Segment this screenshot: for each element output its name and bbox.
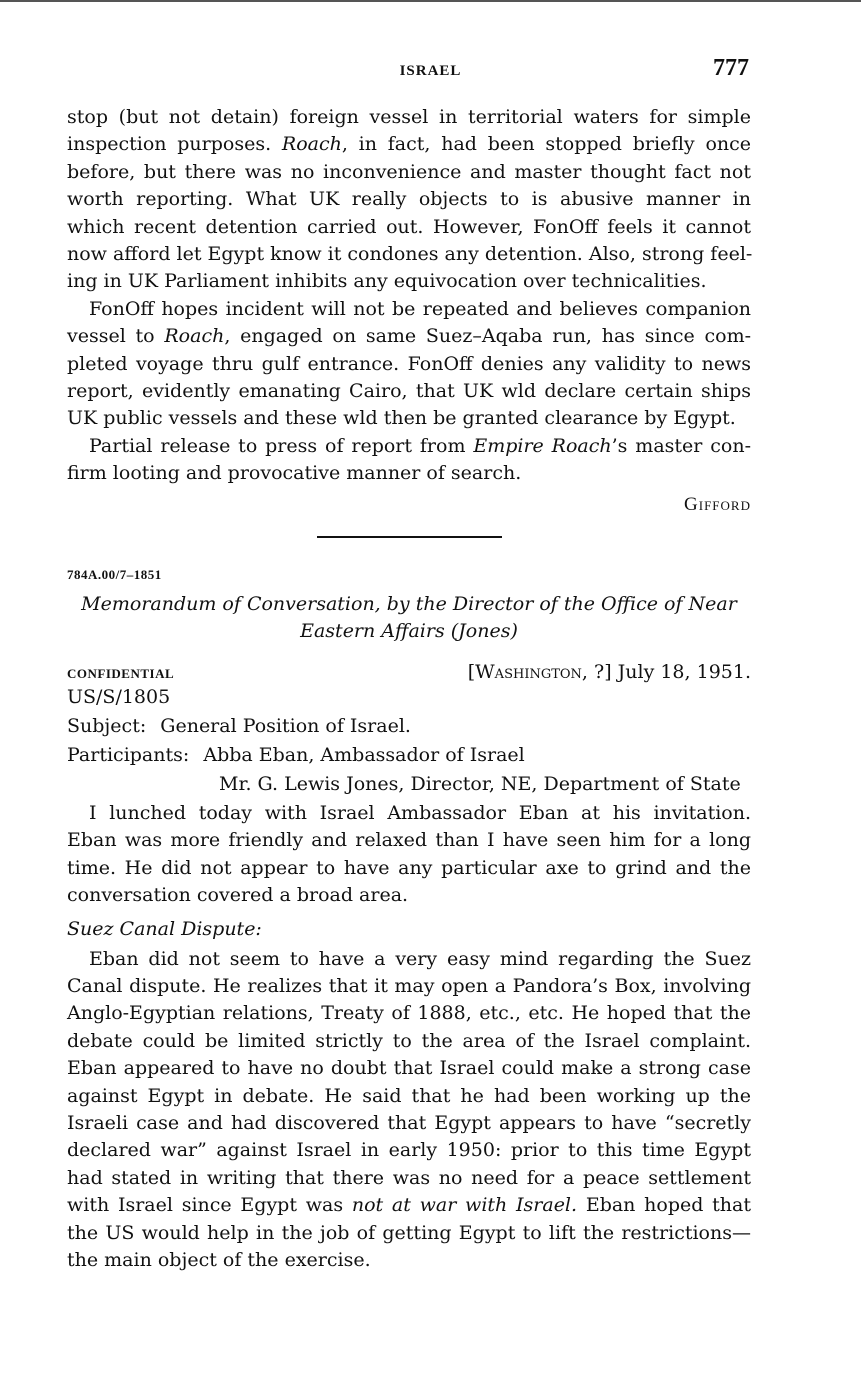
text-line: Canal dispute. He realizes that it may open a Pandora’s Box, involving: [67, 975, 751, 998]
text-line: ing in UK Parliament inhibits any equivocation over technicalities.: [67, 270, 707, 293]
text-line: which recent detention carried out. However, FonOff feels it cannot: [67, 215, 751, 238]
section-divider: [317, 536, 502, 538]
italic-term: Roach: [164, 325, 225, 348]
text-line: now afford let Egypt know it condones any detention. Also, strong feel-: [67, 243, 753, 266]
text-line: FonOff hopes incident will not be repeated and believes companion: [89, 297, 751, 320]
text-line: Anglo-Egyptian relations, Treaty of 1888, etc., etc. He hoped that the: [67, 1002, 751, 1025]
scan-top-edge: [0, 0, 861, 2]
subject-label: Subject:: [67, 715, 147, 737]
text-line: conversation covered a broad area.: [67, 884, 409, 907]
text-line: firm looting and provocative manner of search.: [67, 462, 522, 485]
running-head-title: ISRAEL: [399, 63, 462, 79]
classification: CONFIDENTIAL: [67, 666, 175, 681]
place: Washington: [475, 661, 582, 683]
text-line: the main object of the exercise.: [67, 1249, 371, 1272]
place-date: [468, 661, 751, 683]
italic-term: Empire Roach: [473, 434, 612, 457]
text-line: the US would help in the job of getting Egypt to lift the restrictions—: [67, 1221, 751, 1244]
subject-line: [67, 712, 751, 741]
memo-title-line: Memorandum of Conversation, by the Director of the Office of Near: [81, 593, 737, 615]
text-line: I lunched today with Israel Ambassador Eban at his invitation.: [89, 802, 751, 824]
text-line: with Israel since Egypt was not at war with Israel. Eban hoped that: [67, 1194, 752, 1217]
date: , ?] July 18, 1951.: [581, 661, 751, 683]
text-line: vessel to Roach, engaged on same Suez–Aqaba run, has since com-: [67, 325, 751, 348]
text-line: report, evidently emanating Cairo, that UK wld declare certain ships: [67, 380, 751, 403]
text-line: inspection purposes. Roach, in fact, had been stopped briefly once: [67, 133, 752, 156]
reference-number: US/S/1805: [67, 686, 171, 708]
text-line: had stated in writing that there was no need for a peace settlement: [67, 1166, 751, 1189]
text-line: stop (but not detain) foreign vessel in territorial waters for simple: [67, 106, 751, 128]
text-line: Israeli case and had discovered that Egypt appears to have “secretly: [67, 1112, 751, 1135]
participant: Abba Eban, Ambassador of Israel: [203, 744, 525, 766]
italic-term: Roach: [281, 133, 342, 156]
text-line: UK public vessels and these wld then be granted clearance by Egypt.: [67, 407, 736, 430]
memo-title-line: Eastern Affairs (Jones): [300, 620, 518, 642]
signature: Gifford: [684, 493, 751, 515]
text-line: time. He did not appear to have any particular axe to grind and the: [67, 856, 751, 879]
subject-value: General Position of Israel.: [160, 715, 411, 737]
cable-paragraph: [67, 296, 751, 433]
participant: Mr. G. Lewis Jones, Director, NE, Department of State: [219, 773, 741, 795]
text-line: declared war” against Israel in early 1950: prior to this time Egypt: [67, 1139, 751, 1162]
document-id: 784A.00/7–1851: [67, 567, 162, 582]
text-line: Eban was more friendly and relaxed than I have seen him for a long: [67, 829, 751, 852]
text-line: Eban appeared to have no doubt that Israel could make a strong case: [67, 1057, 751, 1080]
suez-paragraph: [67, 946, 751, 1275]
cable-paragraph: [67, 104, 751, 296]
place-open-bracket: [: [467, 661, 476, 683]
cable-text: [67, 104, 751, 516]
classification-row: [67, 661, 751, 683]
text-line: pleted voyage thru gulf entrance. FonOff denies any validity to news: [67, 352, 751, 375]
page-number: 777: [713, 55, 749, 81]
intro-paragraph: [67, 800, 751, 910]
text-line: Partial release to press of report from Empire Roach’s master con-: [89, 434, 751, 457]
participants-line: [67, 741, 751, 770]
text-line: worth reporting. What UK really objects to is abusive manner in: [67, 188, 751, 211]
text-line: against Egypt in debate. He said that he had been working up the: [67, 1084, 751, 1107]
cable-paragraph: [67, 433, 751, 488]
section-heading: Suez Canal Dispute:: [67, 917, 262, 940]
memo-title: [67, 591, 751, 645]
text-line: Eban did not seem to have a very easy mind regarding the Suez: [89, 947, 751, 970]
text-line: before, but there was no inconvenience and master thought fact not: [67, 160, 751, 183]
italic-term: not at war with Israel.: [351, 1194, 578, 1217]
memo-block: [67, 567, 751, 1275]
participants-label: Participants:: [67, 744, 190, 766]
text-line: debate could be limited strictly to the area of the Israel complaint.: [67, 1029, 751, 1052]
